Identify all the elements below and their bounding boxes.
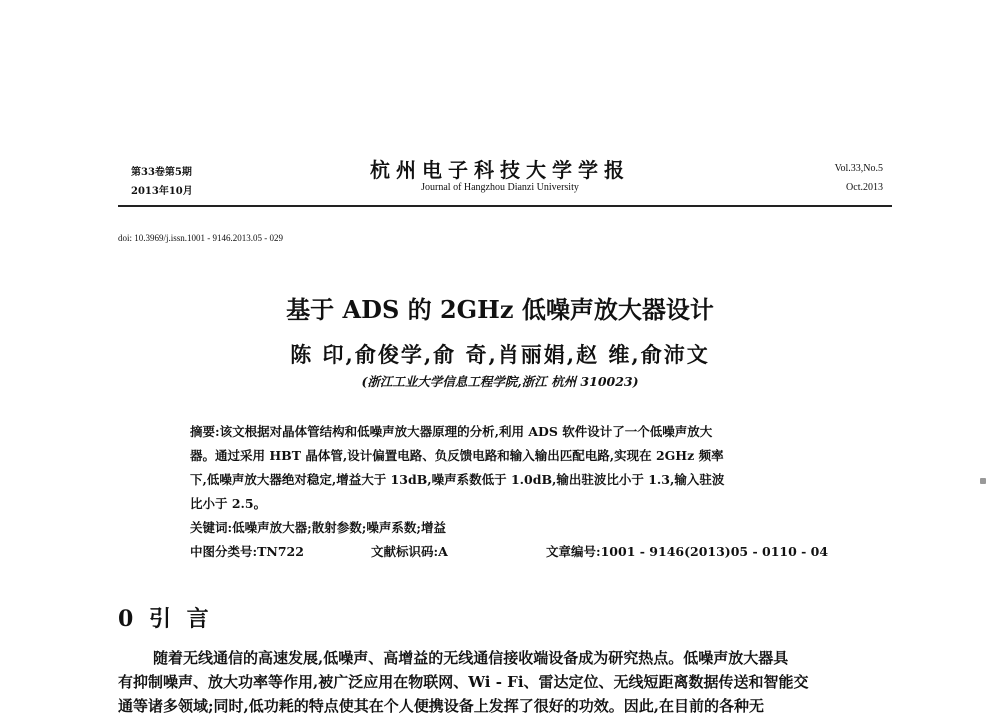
- article-number: 文章编号:1001 - 9146(2013)05 - 0110 - 04: [546, 544, 829, 559]
- doi-line: doi: 10.3969/j.issn.1001 - 9146.2013.05 - 029: [118, 233, 284, 243]
- abstract-line: 比小于 2.5。: [190, 496, 267, 511]
- body-line: 有抑制噪声、放大功率等作用,被广泛应用在物联网、Wi - Fi、雷达定位、无线短距离数据传送和智能交: [118, 673, 809, 691]
- abstract-line: 下,低噪声放大器绝对稳定,增益大于 13dB,噪声系数低于 1.0dB,输出驻波比小于 1.3,输入驻波: [190, 472, 725, 487]
- keywords-line: 关键词:低噪声放大器;散射参数;噪声系数;增益: [190, 520, 446, 535]
- header-rule: [118, 205, 892, 207]
- abstract-block: [190, 420, 826, 540]
- scan-mark: [980, 478, 986, 484]
- volume-label: Vol.33,No.5: [834, 163, 883, 174]
- date-label: 2013年10月: [131, 186, 193, 197]
- journal-title-cn: 杭州电子科技大学学报: [370, 158, 630, 182]
- journal-title-en: Journal of Hangzhou Dianzi University: [421, 182, 579, 193]
- body-line: 通等诸多领域;同时,低功耗的特点使其在个人便携设备上发挥了很好的功效。因此,在目前的各种无: [118, 697, 764, 715]
- abstract-line: 摘要:该文根据对晶体管结构和低噪声放大器原理的分析,利用 ADS 软件设计了一个低噪声放大: [190, 424, 713, 439]
- section-heading: 0 引 言: [118, 606, 213, 632]
- abstract-line: 器。通过采用 HBT 晶体管,设计偏置电路、负反馈电路和输入输出匹配电路,实现在 2GHz 频率: [190, 448, 724, 463]
- date-en-label: Oct.2013: [846, 182, 883, 193]
- paper-title: 基于 ADS 的 2GHz 低噪声放大器设计: [286, 295, 714, 324]
- clc-number: 中图分类号:TN722: [190, 544, 304, 559]
- body-line: 随着无线通信的高速发展,低噪声、高增益的无线通信接收端设备成为研究热点。低噪声放大器具: [153, 649, 789, 667]
- issue-label: 第33卷第5期: [131, 167, 192, 178]
- author-list: 陈 印,俞俊学,俞 奇,肖丽娟,赵 维,俞沛文: [290, 342, 710, 367]
- affiliation: (浙江工业大学信息工程学院,浙江 杭州 310023): [361, 374, 639, 389]
- document-code: 文献标识码:A: [371, 544, 448, 559]
